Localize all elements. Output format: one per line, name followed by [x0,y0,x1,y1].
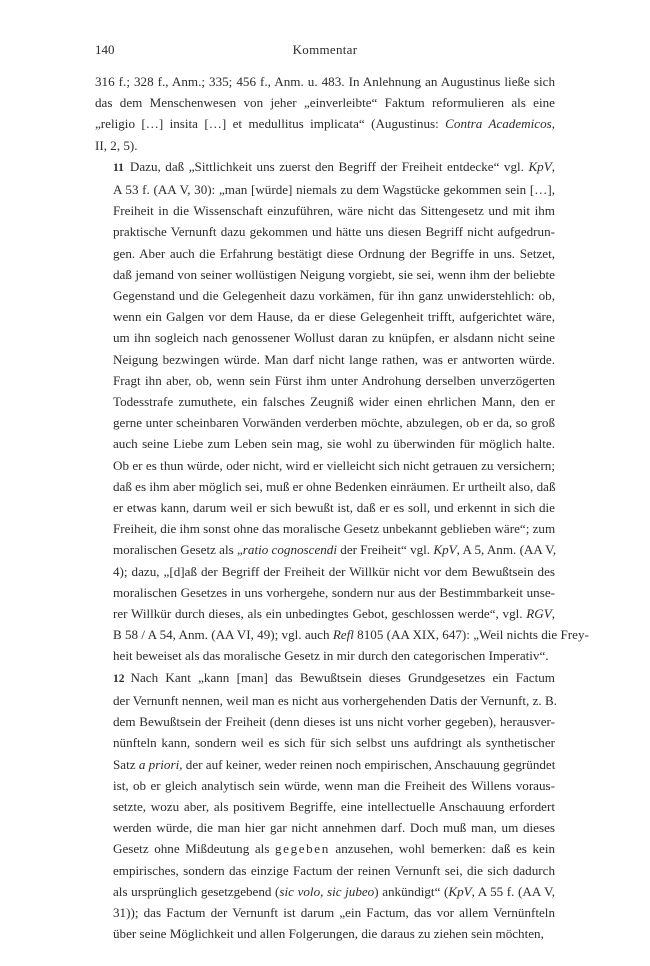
spaced-text: gegeben [275,841,330,857]
text-line [95,349,555,370]
running-head: Kommentar [292,42,358,57]
text-line [95,645,555,666]
text-line [95,370,555,391]
text-run: , [551,116,555,132]
text-run: heit beweiset als das moralische Gesetz in mir durch den categorischen Imperativ“. [113,648,549,664]
text-line [95,775,555,796]
text-line [95,221,555,242]
text-run: anzusehen, wohl bemerken: daß es kein [329,841,556,857]
text-run: dem Bewußtsein der Freiheit (denn dieses ist uns nicht vorher gegeben), herausver- [113,714,555,730]
text-line [95,92,555,113]
italic-text: KpV [448,883,472,899]
text-line [95,667,555,690]
text-line [95,732,555,753]
text-run: ist, ob er gleich analytisch sein würde, wenn man die Freiheit des Willens voraus- [113,777,555,793]
text-run: Todesstrafe zumuthete, ein falsches Zeugniß wider einen ehrlichen Mann, den er [113,394,555,410]
text-run: Freiheit, die ihm sonst ohne das moralische Gesetz unbekannt geblieben wäre“; zum [113,521,556,537]
text-line [95,860,555,881]
text-run: nünfteln kann, sondern weil es sich für sich selbst uns aufdringt als synthetischer [113,735,555,751]
text-line [95,476,555,497]
note-11 [95,156,589,667]
italic-text: RGV [526,606,552,622]
italic-text: a priori [138,756,180,772]
text-run: 31)); das Factum der Vernunft ist darum „ein Factum, das vor allem Vernünfteln [113,904,555,920]
text-run: , A 5, Anm. (AA V, [456,542,557,558]
text-run: 8105 (AA XIX, 647): „Weil nichts die Frey- [353,627,589,643]
text-run: Dazu, daß „Sittlichkeit uns zuerst den Begriff der Freiheit entdecke“ vgl. [129,158,529,174]
text-line [95,881,555,902]
text-run: gerne unter scheinbaren Vorwänden verderben möchte, abzulegen, ob er da, so groß [113,415,555,431]
text-run: , [551,606,555,622]
text-run: B 58 / A 54, Anm. (AA VI, 49); vgl. auch [113,627,333,643]
text-line [95,71,555,92]
text-line [95,796,555,817]
text-run: werden würde, die man hier gar nicht annehmen darf. Doch muß man, um dieses [113,820,555,836]
text-run: Nach Kant „kann [man] das Bewußtsein dieses Grundgesetzes ein Factum [130,669,555,685]
text-run: praktische Vernunft dazu gekommen und hätte uns diesen Begriff nicht aufgedrun- [113,224,555,240]
text-line [95,838,555,859]
text-run: als ursprünglich gesetzgebend ( [113,883,280,899]
text-line [95,539,555,560]
text-run: daß jemand von seiner wollüstigen Neigung vorgiebt, sie sei, wenn ihm der beliebte [113,266,555,282]
note-12 [95,667,555,945]
text-line [95,306,555,327]
page-header [95,42,555,62]
text-line [95,391,555,412]
italic-text: ratio cognoscendi [242,542,337,558]
text-run: „religio […] insita […] et medullitus implicata“ (Augustinus: [95,116,446,132]
text-run: Ob er es thun würde, oder nicht, wird er vielleicht sich nicht getrauen zu versichern; [113,457,555,473]
text-run: empirisches, sondern das einzige Factum der reinen Vernunft sei, die sich dadurch [113,862,555,878]
italic-text: Refl [332,627,354,643]
text-line [95,200,555,221]
text-run: das dem Menschenwesen von jeher „einverleibte“ Faktum reformulieren als eine [95,95,555,111]
text-run: er etwas kann, darum weil er sich bewußt ist, daß er es soll, und erkennt in sich die [113,500,555,516]
text-line [95,264,555,285]
text-run: , [551,158,555,174]
text-line [95,711,555,732]
italic-text: Contra Academicos [445,116,552,132]
text-line [95,412,555,433]
page-number: 140 [95,42,115,57]
text-run: der Vernunft nennen, weil man es nicht aus vorhergehenden Datis der Vernunft, z. B. [113,692,557,708]
text-line [95,113,555,134]
note-number: 11 [113,161,124,174]
text-line [95,690,555,711]
note-number: 12 [113,672,125,685]
text-run: Freiheit in die Wissenschaft einzuführen, wäre nicht das Sittengesetz und mit ihm [113,203,555,219]
text-run: Neigung bezwingen würde. Man darf nicht lange rathen, was er antworten würde. [113,351,555,367]
text-run: Gesetz ohne Mißdeutung als [113,841,276,857]
text-run: 4); dazu, „[d]aß der Begriff der Freiheit der Willkür nicht vor dem Bewußtsein des [113,563,555,579]
text-run: wenn ein Galgen vor dem Hause, da er diese Gelegenheit trifft, aufgerichtet wäre, [113,309,555,325]
text-line [95,754,555,775]
text-run: II, 2, 5). [95,137,138,153]
text-line [95,561,555,582]
text-line [95,582,555,603]
text-run: , A 55 f. (AA V, [471,883,555,899]
text-run: 316 f.; 328 f., Anm.; 335; 456 f., Anm. u. 483. In Anlehnung an Augustinus ließe sich [95,74,555,89]
text-run: A 53 f. (AA V, 30): „man [würde] niemals zu dem Wagstücke gekommen sein […], [113,182,555,198]
text-run: Gegenstand und die Gelegenheit dazu vorkämen, für ihn ganz unwiderstehlich: ob, [113,288,555,304]
text-line [95,156,555,179]
text-line [95,624,589,645]
text-line [95,179,555,200]
commentary-text [95,71,589,944]
text-run: der Freiheit“ vgl. [337,542,434,558]
text-run: gen. Aber auch die Erfahrung bestätigt diese Ordnung der Begriffe in uns. Setzet, [113,245,555,261]
continuation-paragraph [95,71,555,156]
text-run: , der auf keiner, weder reinen noch empirischen, Anschauung gegründet [179,756,556,772]
text-run: rer Willkür durch dieses, als ein unbedingtes Gebot, geschlossen werde“, vgl. [113,606,527,622]
text-line [95,603,555,624]
text-run: moralischen Gesetzes in uns vorhergehe, sondern nur aus der Bestimmbarkeit unse- [113,584,555,600]
text-line [95,285,555,306]
text-line [95,817,555,838]
text-line [95,902,555,923]
text-line [95,243,555,264]
italic-text: KpV [528,158,552,174]
text-line [95,433,555,454]
text-run: daß es ihm aber möglich sei, muß er ohne Bedenken einräumen. Er urtheilt also, daß [113,478,556,494]
text-run: setzte, wozu aber, als positivem Begriffe, eine intellectuelle Anschauung erfordert [113,798,555,814]
text-run: Satz [113,756,139,772]
text-run: moralischen Gesetz als „ [113,542,243,558]
text-run: ) ankündigt“ ( [374,883,449,899]
text-run: auch seine Liebe zum Leben sein mag, sie wohl zu überwinden für möglich halte. [113,436,555,452]
text-line [95,135,555,156]
text-run: um ihn sogleich nach genossener Wollust daran zu knüpfen, er alsdann nicht seine [113,330,555,346]
text-line [95,455,555,476]
text-run: Fragt ihn aber, ob, wenn sein Fürst ihm unter Androhung derselben unverzögerten [113,372,555,388]
text-run: über seine Möglichkeit und allen Folgerungen, die daraus zu ziehen sein möchten, [113,926,544,942]
text-line [95,518,555,539]
italic-text: KpV [433,542,457,558]
text-line [95,497,555,518]
italic-text: sic volo, sic jubeo [279,883,375,899]
text-line [95,923,555,944]
text-line [95,327,555,348]
